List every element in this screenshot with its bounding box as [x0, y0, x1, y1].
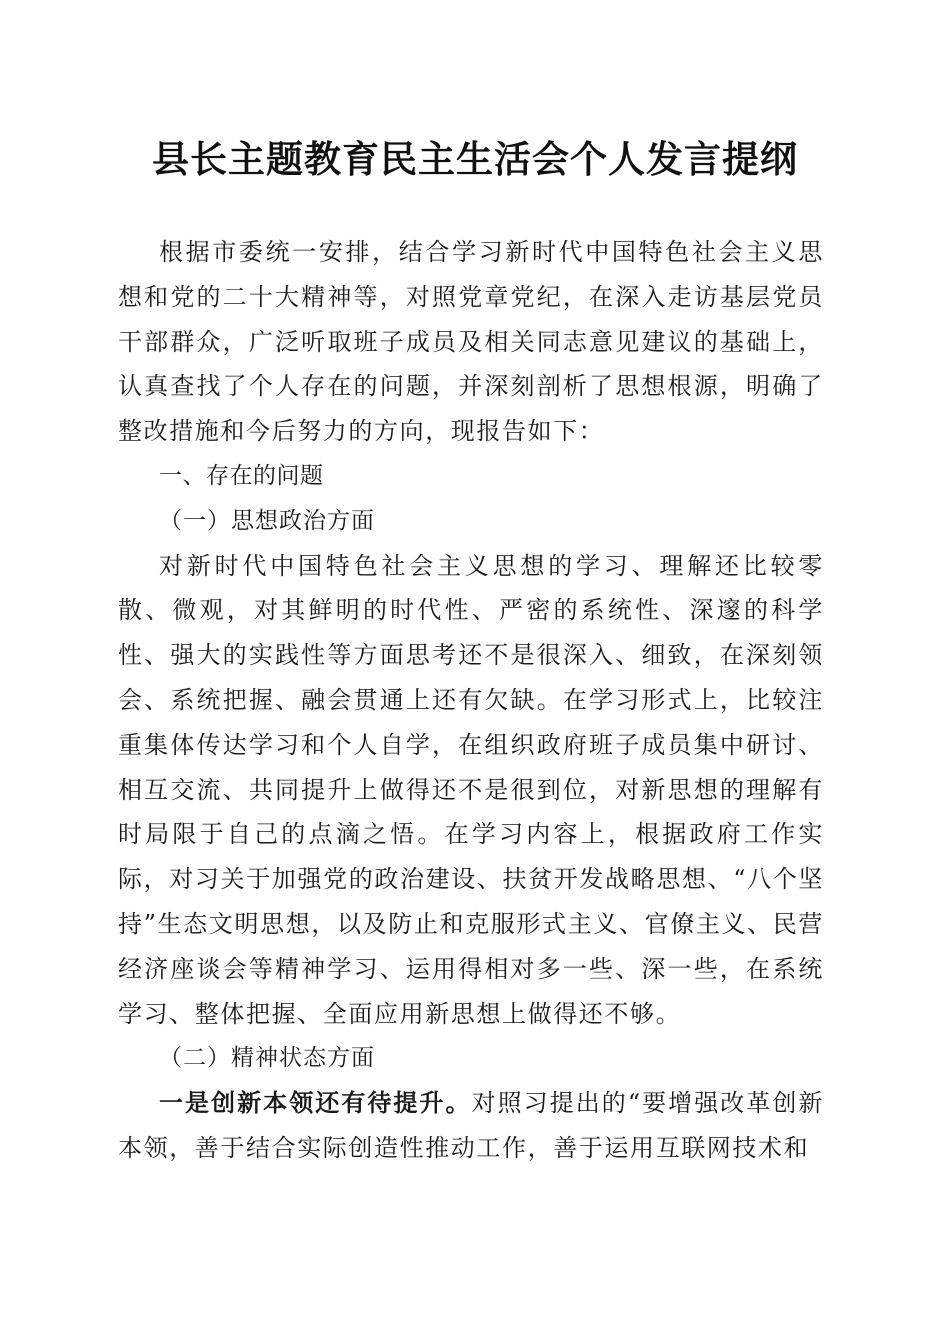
intro-paragraph: 根据市委统一安排，结合学习新时代中国特色社会主义思想和党的二十大精神等，对照党章党纪，在深入走访基层党员干部群众，广泛听取班子成员及相关同志意见建议的基础上，认真查找了个人存在的问题，并深刻剖析了思想根源，明确了整改措施和今后努力的方向，现报告如下：: [118, 238, 824, 446]
document-title: 县长主题教育民主生活会个人发言提纲: [152, 137, 798, 181]
spirit-paragraph: [118, 1081, 824, 1171]
document-body: [118, 230, 824, 1171]
subsection-heading-political: （一）思想政治方面: [159, 507, 375, 534]
subsection-heading-spirit: （二）精神状态方面: [159, 1045, 375, 1072]
spirit-lead-sentence: 一是创新本领还有待提升。: [159, 1088, 472, 1118]
political-paragraph: 对新时代中国特色社会主义思想的学习、理解还比较零散、微观，对其鲜明的时代性、严密的系统性、深邃的科学性、强大的实践性等方面思考还不是很深入、细致，在深刻领会、系统把握、融会贯通上还有欠缺。在学习形式上，比较注重集体传达学习和个人自学，在组织政府班子成员集中研讨、相互交流、共同提升上做得还不是很到位，对新思想的理解有时局限于自己的点滴之悟。在学习内容上，根据政府工作实际，对习关于加强党的政治建设、扶贫开发战略思想、“八个坚持”生态文明思想，以及防止和克服形式主义、官僚主义、民营经济座谈会等精神学习、运用得相对多一些、深一些，在系统学习、整体把握、全面应用新思想上做得还不够。: [118, 551, 824, 1028]
section-heading-problems: 一、存在的问题: [159, 462, 324, 489]
spirit-paragraph-text: 对照习提出的“要增强改革创新本领，善于结合实际创造性推动工作，善于运用互联网技术和: [118, 1089, 825, 1162]
